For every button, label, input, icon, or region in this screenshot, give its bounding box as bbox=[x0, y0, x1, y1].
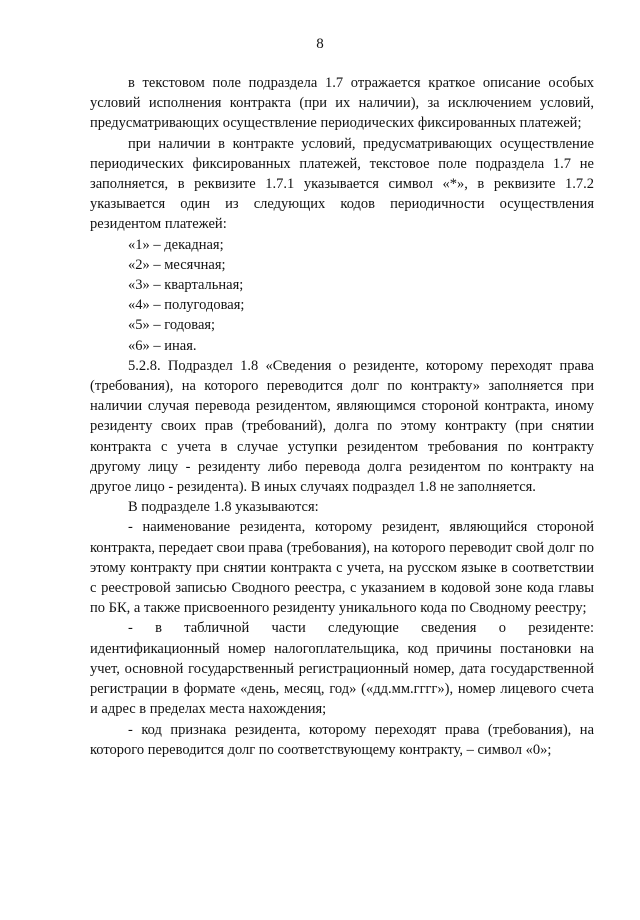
list-item-table: - в табличной части следующие сведения о резиденте: идентификационный номер налогоплательщика, код причины постановки на учет, основной государственный регистрационный номер, дата государственной регистрации в формате «день, месяц, год» («дд.мм.гггг»), номер лицевого счета и адрес в пределах места нахождения; bbox=[90, 620, 594, 718]
code-item-6: «6» – иная. bbox=[128, 337, 197, 354]
document-body bbox=[90, 73, 594, 760]
subsection-intro: В подразделе 1.8 указываются: bbox=[128, 499, 319, 516]
page-number: 8 bbox=[316, 36, 324, 52]
code-item-2: «2» – месячная; bbox=[128, 256, 226, 273]
code-item-4: «4» – полугодовая; bbox=[128, 297, 245, 314]
section-5-2-8-paragraph: 5.2.8. Подраздел 1.8 «Сведения о резиденте, которому переходят права (требования), на которого переводится долг по контракту» заполняется при наличии случая перевода резидентом, являющимся стороной контракта, иному резиденту своих прав (требований), долга по этому контракту (при снятии контракта с учета в случае уступки резидентом требования по контракту другому лицу - резиденту либо перевода долга резидентом по контракту на другое лицо - резидента). В иных случаях подраздел 1.8 не заполняется. bbox=[90, 357, 594, 496]
list-item-name: - наименование резидента, которому резидент, являющийся стороной контракта, передает свои права (требования), на которого переводит свой долг по этому контракту при снятии контракта с учета, на русском языке в соответствии с реестровой записью Сводного реестра, с указанием в кодовой зоне кода главы по БК, а также присвоенного резиденту уникального кода по Сводному реестру; bbox=[90, 519, 594, 617]
code-item-1: «1» – декадная; bbox=[128, 236, 224, 253]
code-item-3: «3» – квартальная; bbox=[128, 277, 244, 294]
code-item-5: «5» – годовая; bbox=[128, 317, 216, 334]
paragraph-2: при наличии в контракте условий, предусматривающих осуществление периодических фиксированных платежей, текстовое поле подраздела 1.7 не заполняется, в реквизите 1.7.1 указывается символ «*», в реквизите 1.7.2 указывается один из следующих кодов периодичности осуществления резидентом платежей: bbox=[90, 135, 594, 233]
list-item-code: - код признака резидента, которому переходят права (требования), на которого переводится долг по соответствующему контракту, – символ «0»; bbox=[90, 721, 594, 758]
paragraph-1: в текстовом поле подраздела 1.7 отражается краткое описание особых условий исполнения контракта (при их наличии), за исключением условий, предусматривающих осуществление периодических фиксированных платежей; bbox=[90, 75, 594, 132]
